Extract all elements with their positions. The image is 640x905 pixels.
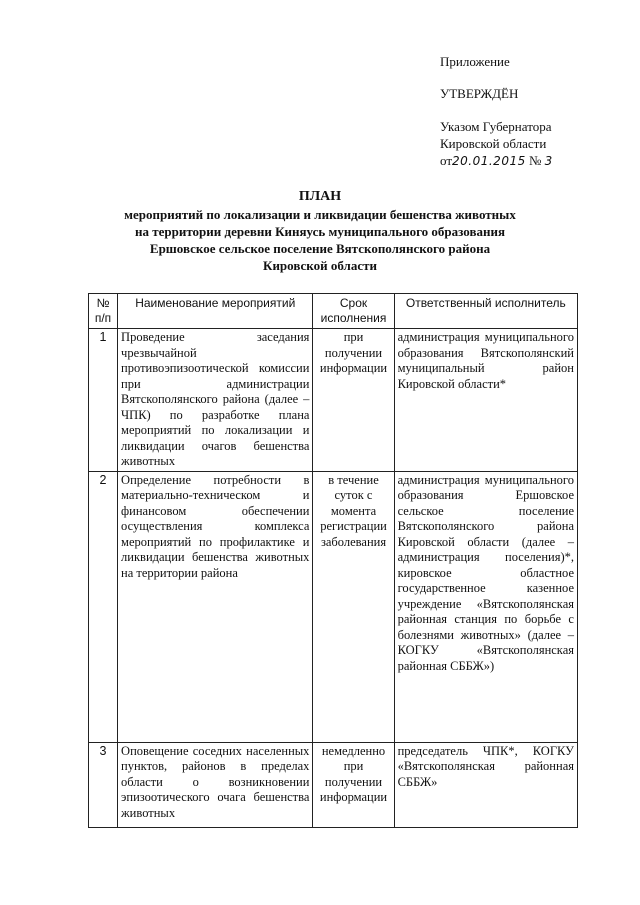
decree-block	[440, 118, 553, 170]
plan-subtitle-line-4: Кировской области	[263, 258, 377, 273]
appendix-label: Приложение	[440, 54, 510, 69]
table-header-row	[89, 294, 578, 329]
header-responsible: Ответственный исполнитель	[394, 294, 577, 329]
table-row	[89, 742, 578, 827]
row-responsible: председатель ЧПК*, КОГКУ «Вятскополянская районная СББЖ»	[394, 742, 577, 827]
row-name: Проведение заседания чрезвычайной противоэпизоотической комиссии при администрации Вятскополянского района (далее – ЧПК) по разработке плана мероприятий по локализации и ликвидации очагов бешенства животных	[118, 329, 313, 472]
row-num: 1	[89, 329, 118, 472]
decree-line-1: Указом Губернатора	[440, 119, 552, 134]
row-term: при получении информации	[313, 329, 394, 472]
row-name: Оповещение соседних населенных пунктов, районов в пределах области о возникновении эпизоотического очага бешенства животных	[118, 742, 313, 827]
handwritten-date: 20.01.2015	[452, 154, 526, 168]
row-term: в течение суток с момента регистрации заболевания	[313, 471, 394, 742]
plan-title-block	[60, 188, 580, 274]
plan-table	[88, 293, 578, 828]
row-num: 3	[89, 742, 118, 827]
row-name: Определение потребности в материально-техническом и финансовом обеспечении осуществления комплекса мероприятий по профилактике и ликвидации бешенства животных на территории района	[118, 471, 313, 742]
row-term: немедленно при получении информации	[313, 742, 394, 827]
table-row	[89, 329, 578, 472]
row-num: 2	[89, 471, 118, 742]
approved-label: УТВЕРЖДЁН	[440, 86, 519, 101]
number-sign: №	[528, 153, 542, 168]
header-num: № п/п	[89, 294, 118, 329]
plan-subtitle-line-2: на территории деревни Киняусь муниципального образования	[134, 224, 506, 239]
plan-subtitle-line-1: мероприятий по локализации и ликвидации бешенства животных	[124, 207, 516, 222]
plan-subtitle-line-3: Ершовское сельское поселение Вятскополянского района	[149, 241, 491, 256]
decree-line-2: Кировской области	[440, 136, 547, 151]
row-responsible: администрация муниципального образования Ершовское сельское поселение Вятскополянского района Кировской области (далее – администрация поселения)*, кировское областное государственное казенное учреждение «Вятскополянская районная станция по борьбе с болезнями животных» (далее – КОГКУ «Вятскополянская районная СББЖ»)	[394, 471, 577, 742]
header-name: Наименование мероприятий	[118, 294, 313, 329]
header-term: Срок исполнения	[313, 294, 394, 329]
decree-date-line	[440, 152, 553, 170]
row-responsible: администрация муниципального образования Вятскополянский муниципальный район Кировской области*	[394, 329, 577, 472]
handwritten-number: 3	[544, 154, 553, 168]
table-row	[89, 471, 578, 742]
date-prefix: от	[440, 153, 453, 168]
plan-title: ПЛАН	[298, 189, 342, 204]
